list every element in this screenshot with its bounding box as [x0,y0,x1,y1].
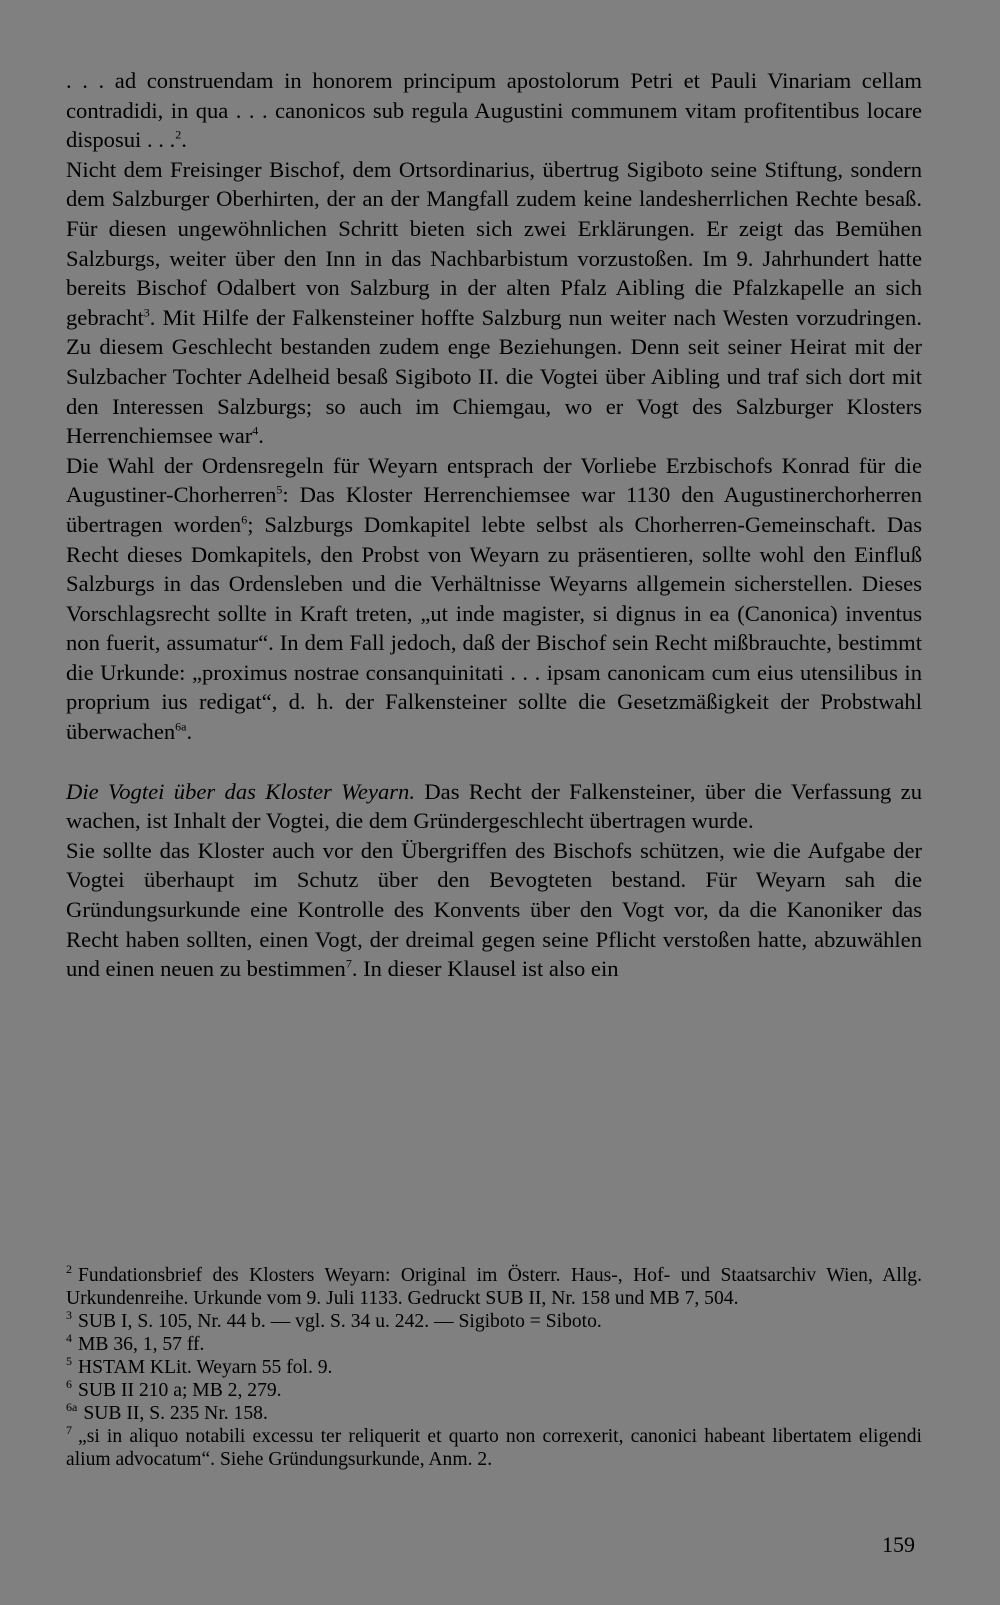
page-number: 159 [882,1532,915,1557]
text-run: . [186,719,193,745]
footnote-reference: 7 [345,956,352,971]
footnote-number: 5 [66,1354,72,1369]
text-run: . Mit Hilfe der Falkensteiner hoffte Salzburg nun weiter nach Westen vorzudringen. Zu diesem Geschlecht bestanden zudem enge Beziehungen. Denn seit seiner Heirat mit der Sulzbacher Tochter Adelheid besaß Sigiboto II. die Vogtei über Aibling und traf sich dort mit den Interessen Salzburgs; so auch im Chiemgau, wo er Vogt des Salzburger Klosters Herrenchiemsee war [66,304,922,449]
footnote [66,1402,922,1425]
section-title: Die Vogtei über das Kloster Weyarn. [66,778,416,804]
body-paragraph [66,451,922,747]
footnote-text: „si in aliquo notabili excessu ter reliquerit et quarto non correxerit, canonici habeant libertatem eligendi alium advocatum“. Siehe Gründungsurkunde, Anm. 2. [66,1426,922,1470]
text-run: Die Wahl der Ordensregeln für Weyarn entsprach der Vorliebe Erzbischofs Konrad für die Augustiner-Chorherren [66,452,922,508]
body-paragraph [66,66,922,155]
text-run: . [181,127,187,153]
main-text [66,66,922,984]
body-paragraph [66,836,922,984]
text-run: Sie sollte das Kloster auch vor den Übergriffen des Bischofs schützen, wie die Aufgabe der Vogtei überhaupt im Schutz über den Bevogteten bestand. Für Weyarn sah die Gründungsurkunde eine Kontrolle des Konvents über den Vogt vor, da die Kanoniker das Recht haben sollten, einen Vogt, der dreimal gegen seine Pflicht verstoßen hatte, abzuwählen und einen neuen zu bestimmen [66,837,922,982]
text-run: . . . ad construendam in honorem principum apostolorum Petri et Pauli Vinariam cellam contradidi, in qua . . . canonicos sub regula Augustini communem vitam profitentibus locare disposui . . . [66,68,922,153]
footnote-text: SUB II 210 a; MB 2, 279. [78,1380,282,1401]
footnote-text: HSTAM KLit. Weyarn 55 fol. 9. [78,1357,333,1378]
text-run: ; Salzburgs Domkapitel lebte selbst als Chorherren-Gemeinschaft. Das Recht dieses Domkapitels, den Probst von Weyarn zu präsentieren, sollte wohl den Einfluß Salzburgs in das Ordensleben und die Verhältnisse Weyarns allgemein sicherstellen. Dieses Vorschlagsrecht sollte in Kraft treten, „ut inde magister, si dignus in ea (Canonica) inventus non fuerit, assumatur“. In dem Fall jedoch, daß der Bischof sein Recht mißbrauchte, bestimmt die Urkunde: „proximus nostrae consanquinitati . . . ipsam canonicam cum eius utensilibus in proprium ius redigat“, d. h. der Falkensteiner sollte die Gesetzmäßigkeit der Probstwahl überwachen [66,511,922,745]
footnote-text: SUB I, S. 105, Nr. 44 b. — vgl. S. 34 u. 242. — Sigiboto = Siboto. [78,1311,602,1332]
text-run: Nicht dem Freisinger Bischof, dem Ortsordinarius, übertrug Sigiboto seine Stiftung, sondern dem Salzburger Oberhirten, der an der Mangfall zudem keine landesherrlichen Rechte besaß. Für diesen ungewöhnlichen Schritt bieten sich zwei Erklärungen. Er zeigt das Bemühen Salzburgs, weiter über den Inn in das Nachbarbistum vorzustoßen. Im 9. Jahrhundert hatte bereits Bischof Odalbert von Salzburg in der alten Pfalz Aibling die Pfalzkapelle an sich gebracht [66,156,922,330]
footnote-number: 6a [66,1400,78,1415]
footnote-text: Fundationsbrief des Klosters Weyarn: Original im Österr. Haus-, Hof- und Staatsarchiv Wien, Allg. Urkundenreihe. Urkunde vom 9. Juli 1133. Gedruckt SUB II, Nr. 158 und MB 7, 504. [66,1265,922,1309]
body-paragraph [66,155,922,451]
footnote-text: SUB II, S. 235 Nr. 158. [83,1403,268,1424]
footnote-text: MB 36, 1, 57 ff. [78,1334,205,1355]
footnote-reference: 6a [175,719,187,734]
footnote-number: 3 [66,1308,72,1323]
footnote-reference: 2 [175,127,182,142]
text-run: : Das Kloster Herrenchiemsee war 1130 den Augustinerchorherren übertragen worden [66,482,922,537]
footnote-reference: 4 [252,423,259,438]
paragraph-gap [66,747,922,777]
body-paragraph [66,777,922,836]
footnote-number: 7 [66,1423,72,1438]
footnote-reference: 5 [276,482,283,497]
footnote [66,1356,922,1379]
footnote-number: 4 [66,1331,72,1346]
text-run: . [258,423,264,449]
text-run: . In dieser Klausel ist also ein [351,956,619,982]
footnote-reference: 6 [241,512,248,527]
footnote-number: 2 [66,1262,72,1277]
footnote-reference: 3 [143,305,150,320]
footnote [66,1264,922,1310]
footnote [66,1333,922,1356]
footnote [66,1379,922,1402]
footnote [66,1310,922,1333]
footnotes [66,1264,922,1471]
text-run: Das Recht der Falkensteiner, über die Verfassung zu wachen, ist Inhalt der Vogtei, die dem Gründergeschlecht übertragen wurde. [66,778,922,834]
footnote [66,1425,922,1471]
footnote-number: 6 [66,1377,72,1392]
